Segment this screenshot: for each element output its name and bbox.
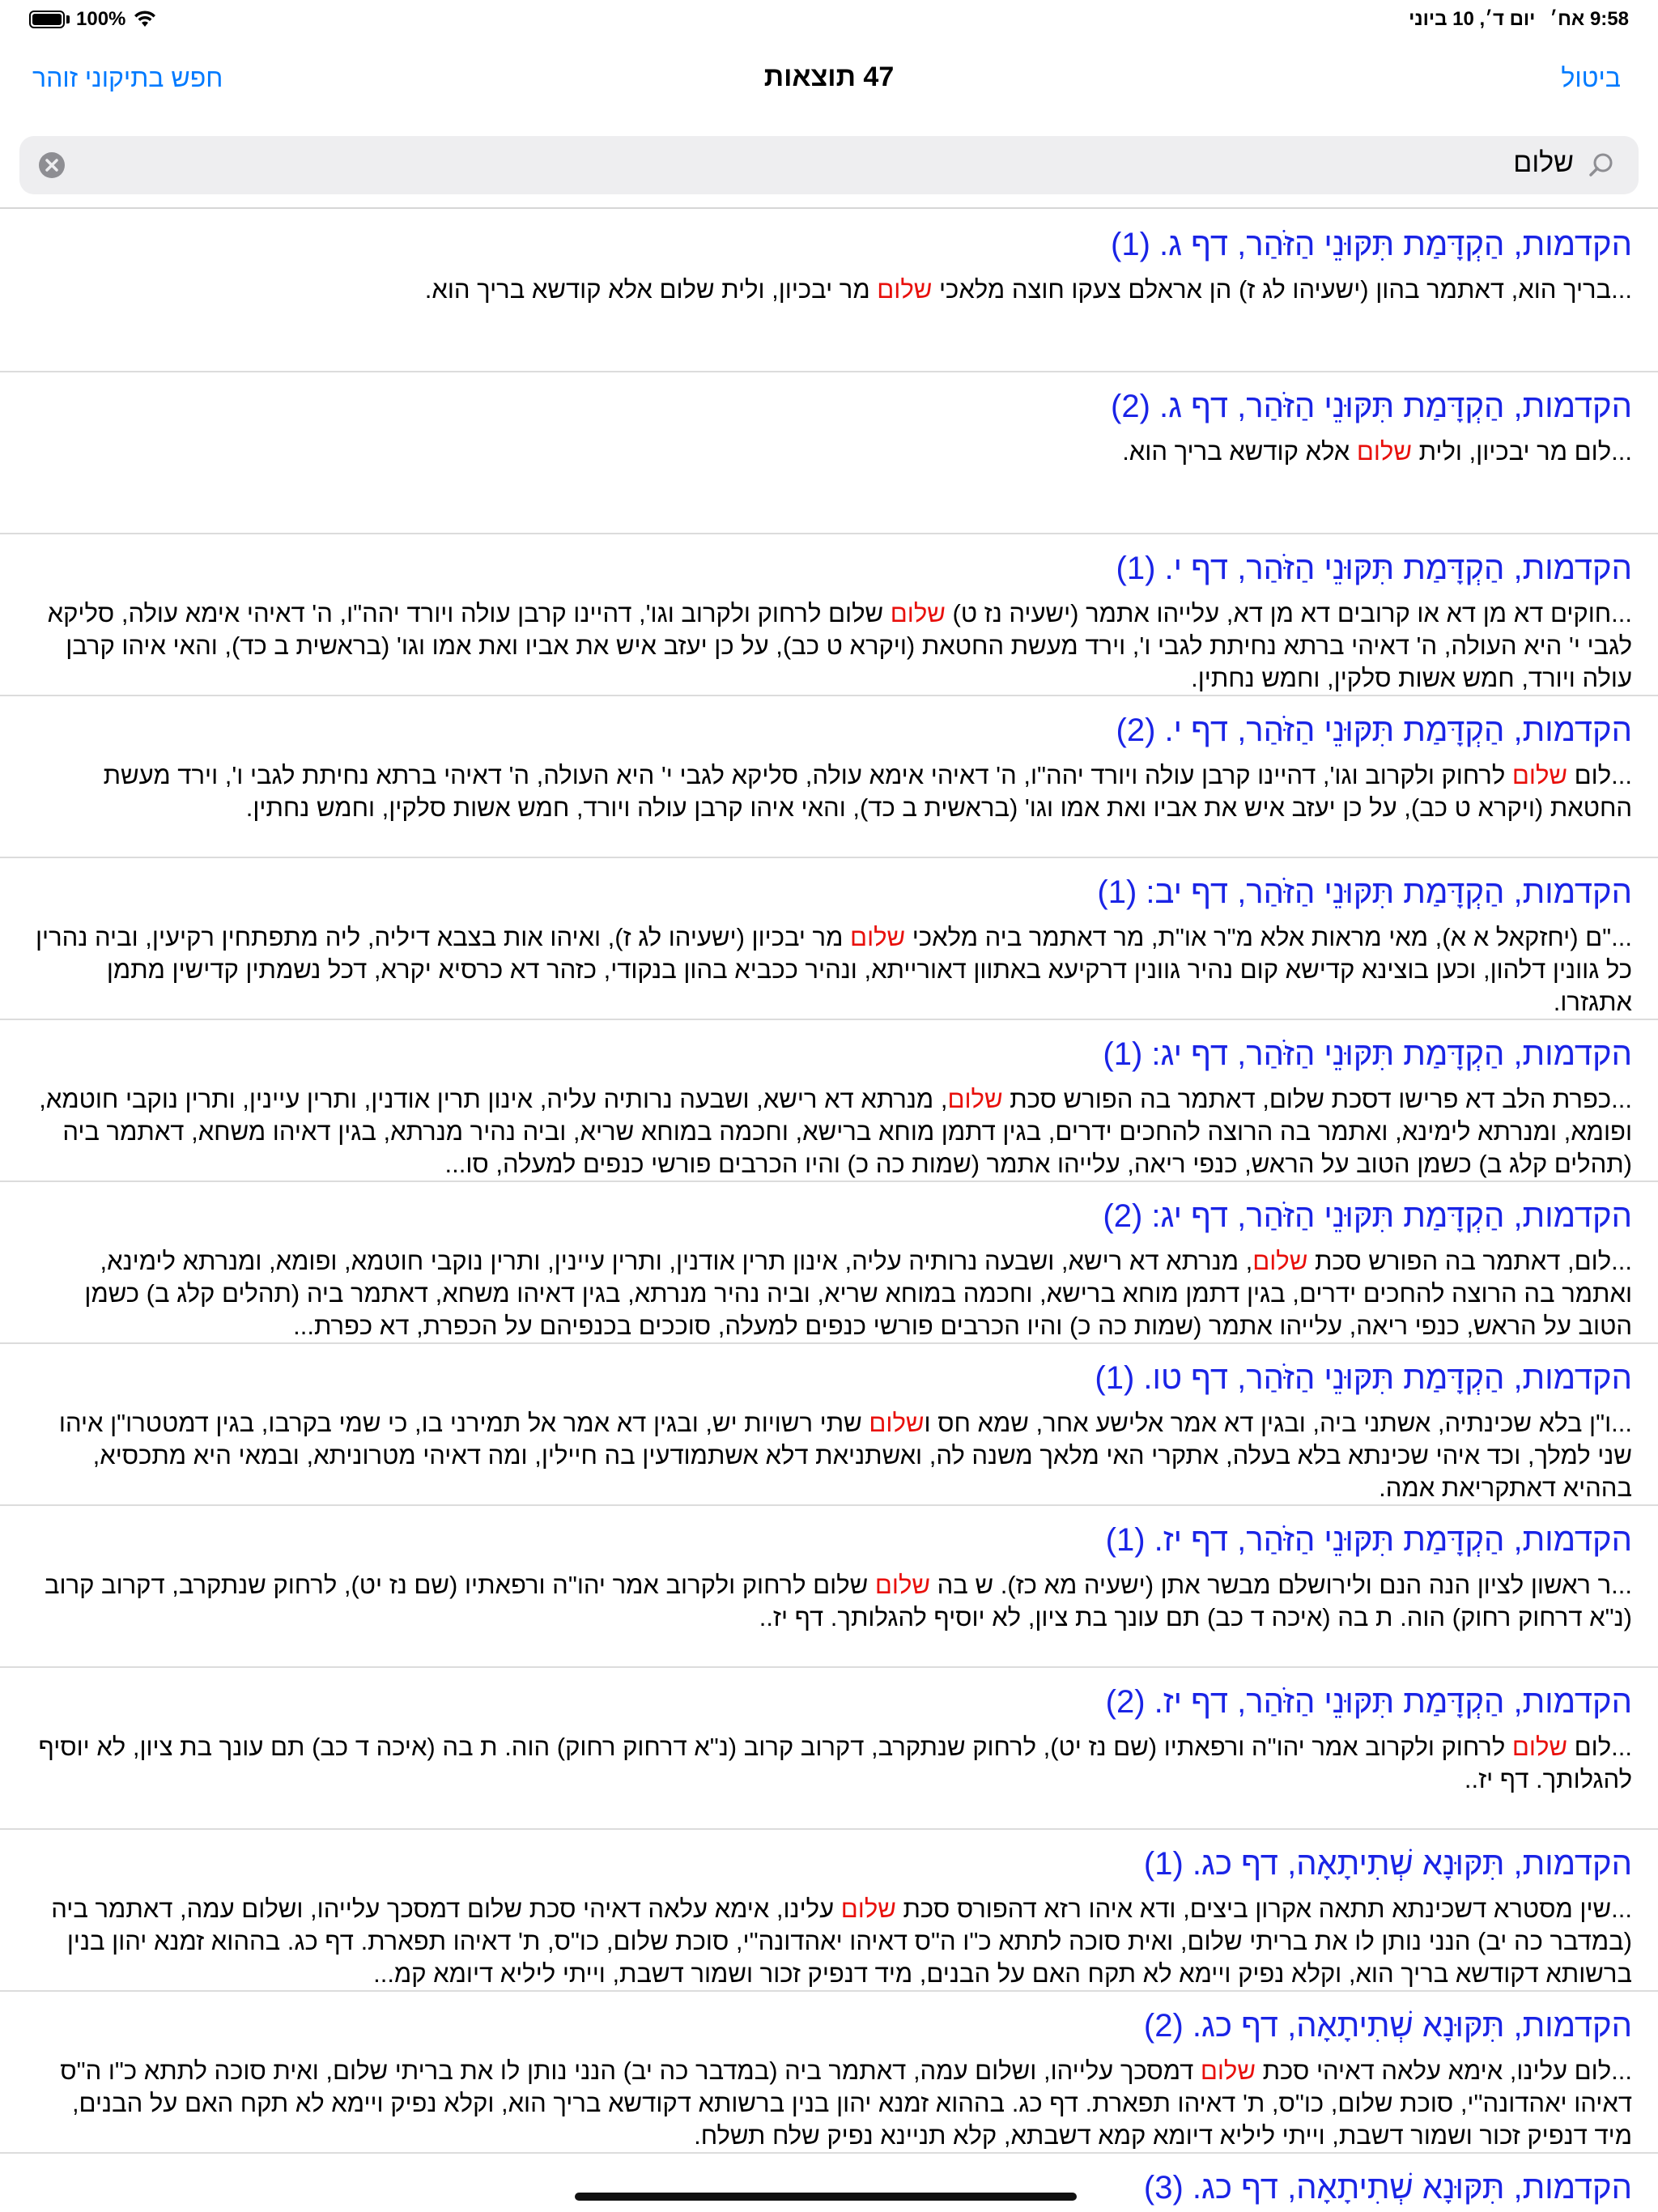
match-highlight: שלום xyxy=(840,1895,896,1923)
result-item[interactable] xyxy=(0,209,1658,372)
result-title: הקדמות, הַקְדָּמַת תִּקּוּנֵי הַזֹּהַר, דף י. (2) xyxy=(1116,713,1632,748)
match-highlight: שלום xyxy=(874,1571,931,1599)
result-snippet: ...ו"ן בלא שכינתיה, אשתני ביה, ובגין דא אמר אלישע אחר, שמא חס ושלום שתי רשויות יש, ובגין דא אמר אל תמירני בו, כי שמי בקרבו, בגין דמטטרו"ן איהו שני למלך, וכד איהי שכינתא בלא בעלה, אתקרי האי מלאך משנה לה, ואשתניאת דלא אשתמודעין בה חיילין, ומה דאיהי מטרוניתא, ובמאי היא מתכסיא, בההיא דאתקריאת אמה. xyxy=(58,1409,1632,1502)
match-highlight: שלום xyxy=(850,923,906,951)
result-item[interactable] xyxy=(0,1990,1658,2154)
match-highlight: שלום xyxy=(1356,437,1412,466)
result-snippet: ...לום שלום לרחוק ולקרוב אמר יהו"ה ורפאתיו (שם נז יט), לרחוק שנתקרב, דקרוב קרוב (נ"א דרחוק רחוק) הוה. ת בה (איכה ד כב) תם עונך בת ציון, לא יוסיף להגלותך. דף יז.. xyxy=(38,1733,1632,1793)
result-title: הקדמות, תִּקּוּנָא שְׁתִיתָאָה, דף כג. (1) xyxy=(1143,1846,1632,1882)
search-icon xyxy=(1587,151,1616,180)
result-title: הקדמות, תִּקּוּנָא שְׁתִיתָאָה, דף כג. (3) xyxy=(1143,2170,1632,2206)
result-snippet: ...לום עלינו, אימא עלאה דאיהי סכת שלום דמסכך עלייהו, ושלום עמה, דאתמר ביה (במדבר כה יב) הנני נותן לו את בריתי שלום, ואית סוכה לתתא כ"ו ה"ס דאיהו יאהדונה"י, סוכת שלום, כו"ס, ת' דאיהו תפארת. דף כג. בההוא זמנא יהון בנין ברשותא דקודשא בריך הוא, וקלא נפיק ויימא לא תקח האם על הבנים, מיד דנפיק זכור ושמור דשבת, וייתי ליליא דיומא קמא דשבתא, קלא תניינא נפיק שלח תשלח. xyxy=(60,2057,1632,2150)
battery-tip xyxy=(66,15,70,23)
result-title: הקדמות, הַקְדָּמַת תִּקּוּנֵי הַזֹּהַר, דף י. (1) xyxy=(1116,551,1632,586)
cancel-button[interactable]: ביטול xyxy=(1561,63,1621,92)
battery-icon xyxy=(29,11,65,28)
result-snippet: ..."ם (יחזקאל א א), מאי מראות אלא מ"ר או"ת, מר דאתמר ביה מלאכי שלום מר יבכיון (ישעיהו לג ז), ואיהו אות בצבא דיליה, ליה מתפתחין רקיעין, וביה נהרין כל גוונין דלהון, וכען בוצינא קדישא קום נהיר גוונין דרקיעא באתוון דאורייתא, ונהיר ככביא בהון בנקודי, כזהר דא כרסיא יקרא, דכל נשמתין קדישין מתמן אתגזרו. xyxy=(36,923,1632,1016)
results-count-title: 47 תוצאות xyxy=(763,62,895,92)
result-title: הקדמות, הַקְדָּמַת תִּקּוּנֵי הַזֹּהַר, דף טו. (1) xyxy=(1095,1360,1632,1396)
status-bar xyxy=(0,0,1658,42)
match-highlight: שלום xyxy=(947,1085,1003,1113)
search-field[interactable] xyxy=(19,136,1639,194)
match-highlight: שלום xyxy=(1511,1733,1568,1761)
result-item[interactable] xyxy=(0,1342,1658,1506)
result-snippet: ...חוקים דא מן דא או קרובים דא מן דא, עלייהו אתמר (ישעיה נז ט) שלום שלום לרחוק ולקרוב וגו', דהיינו קרבן עולה ויורד יהה"ו, ה' דאיהי אימא עולה, סליקא לגבי י' היא העולה, ה' דאיהי ברתא נחיתת לגבי ו', וירד מעשת החטאת (ויקרא ט כב), על כן יעזב איש את אביו ואת אמו וגו' (בראשית ב כד), והאי איהו קרבן עולה ויורד, חמש אשות סלקין, וחמש נחתין. xyxy=(47,599,1632,692)
clear-search-icon[interactable] xyxy=(37,151,66,180)
result-snippet: ...שין מסטרא דשכינתא תתאה אקרון ביצים, ודא איהו רזא דהפורס סכת שלום עלינו, אימא עלאה דאיהי סכת שלום דמסכך עלייהו, ושלום עמה, דאתמר ביה (במדבר כה יב) הנני נותן לו את בריתי שלום, ואית סוכה לתתא כ"ו ה"ס דאיהו יאהדונה"י, סוכת שלום, כו"ס, ת' דאיהו תפארת. דף כג. בההוא זמנא יהון בנין ברשותא דקודשא בריך הוא, וקלא נפיק ויימא לא תקח האם על הבנים, מיד דנפיק זכור ושמור דשבת, וייתי ליליא דיומא קמ... xyxy=(51,1895,1632,1988)
navigation-bar xyxy=(0,42,1658,120)
result-snippet: ...לום מר יבכיון, ולית שלום אלא קודשא בריך הוא. xyxy=(1122,437,1632,466)
result-snippet: ...לום שלום לרחוק ולקרוב וגו', דהיינו קרבן עולה ויורד יהה"ו, ה' דאיהי אימא עולה, סליקא לגבי י' היא העולה, ה' דאיהי ברתא נחיתת לגבי ו', וירד מעשת החטאת (ויקרא ט כב), על כן יעזב איש את אביו ואת אמו וגו' (בראשית ב כד), והאי איהו קרבן עולה ויורד, חמש אשות סלקין, וחמש נחתין. xyxy=(103,761,1632,822)
result-title: הקדמות, הַקְדָּמַת תִּקּוּנֵי הַזֹּהַר, דף ג. (1) xyxy=(1111,227,1632,262)
result-snippet: ...בריך הוא, דאתמר בהון (ישעיהו לג ז) הן אראלם צעקו חוצה מלאכי שלום מר יבכיון, ולית שלום אלא קודשא בריך הוא. xyxy=(424,275,1632,304)
match-highlight: שלום xyxy=(890,599,946,627)
result-item[interactable] xyxy=(0,2152,1658,2212)
result-item[interactable] xyxy=(0,1019,1658,1182)
status-left xyxy=(29,8,156,31)
result-snippet: ...לום, דאתמר בה הפורש סכת שלום, מנרתא דא רישא, ושבעה נרותיה עליה, אינון תרין אודנין, ותרין עיינין, ותרין נוקבי חוטמא, ופומא, ומנרתא לימינא, ואתמר בה הרוצה להחכים ידרים, בגין דתמן מוחא ברישא, וחכמה במוחא שריא, וביה נהיר מנרתא, בגין דאיהו משחא, דאתמר ביה (תהלים קלג ב) כשמן הטוב על הראש, כנפי ריאה, עלייהו אתמר (שמות כה כ) והיו הכרבים פורשי כנפים למעלה, סוככים בכנפיהם על הכפרת, דא כפרת... xyxy=(84,1247,1632,1340)
match-highlight: שלום xyxy=(1200,2057,1256,2085)
result-snippet: ...ר ראשון לציון הנה הנם ולירושלם מבשר אתן (ישעיה מא כז). ש בה שלום שלום לרחוק ולקרוב אמר יהו"ה ורפאתיו (שם נז יט), לרחוק שנתקרב, דקרוב קרוב (נ"א דרחוק רחוק) הוה. ת בה (איכה ד כב) תם עונך בת ציון, לא יוסיף להגלותך. דף יז.. xyxy=(44,1571,1632,1631)
result-title: הקדמות, הַקְדָּמַת תִּקּוּנֵי הַזֹּהַר, דף ג. (2) xyxy=(1111,389,1632,424)
home-indicator[interactable] xyxy=(575,2193,1077,2201)
result-title: הקדמות, הַקְדָּמַת תִּקּוּנֵי הַזֹּהַר, דף יז. (2) xyxy=(1105,1684,1632,1720)
result-snippet: ...כפרת הלב דא פרישו דסכת שלום, דאתמר בה הפורש סכת שלום, מנרתא דא רישא, ושבעה נרותיה עליה, אינון תרין אודנין, ותרין עיינין, ותרין נוקבי חוטמא, ופומא, ומנרתא לימינא, ואתמר בה הרוצה להחכים ידרים, בגין דתמן מוחא ברישא, וחכמה במוחא שריא, וביה נהיר מנרתא, בגין דאיהו משחא, דאתמר ביה (תהלים קלג ב) כשמן הטוב על הראש, כנפי ריאה, עלייהו אתמר (שמות כה כ) והיו הכרבים פורשי כנפים למעלה, סו... xyxy=(39,1085,1632,1178)
result-item[interactable] xyxy=(0,1504,1658,1668)
match-highlight: שלום xyxy=(869,1409,925,1437)
result-title: הקדמות, הַקְדָּמַת תִּקּוּנֵי הַזֹּהַר, דף יז. (1) xyxy=(1105,1522,1632,1558)
search-zohar-tikkunim-button[interactable]: חפש בתיקוני זוהר xyxy=(32,63,223,92)
result-title: הקדמות, הַקְדָּמַת תִּקּוּנֵי הַזֹּהַר, דף יב: (1) xyxy=(1097,874,1632,910)
result-title: הקדמות, הַקְדָּמַת תִּקּוּנֵי הַזֹּהַר, דף יג: (1) xyxy=(1103,1036,1632,1072)
status-right xyxy=(1409,8,1629,31)
result-title: הקדמות, הַקְדָּמַת תִּקּוּנֵי הַזֹּהַר, דף יג: (2) xyxy=(1103,1198,1632,1234)
result-title: הקדמות, תִּקּוּנָא שְׁתִיתָאָה, דף כג. (2) xyxy=(1143,2008,1632,2044)
result-item[interactable] xyxy=(0,1180,1658,1344)
match-highlight: שלום xyxy=(1511,761,1568,789)
result-item[interactable] xyxy=(0,1666,1658,1830)
result-item[interactable] xyxy=(0,695,1658,858)
result-item[interactable] xyxy=(0,371,1658,534)
result-item[interactable] xyxy=(0,1828,1658,1992)
status-date: יום ד׳, 10 ביוני xyxy=(1409,8,1536,30)
status-time: 9:58 אח׳ xyxy=(1550,8,1629,30)
match-highlight: שלום xyxy=(1252,1247,1308,1275)
wifi-icon xyxy=(134,11,156,28)
match-highlight: שלום xyxy=(877,275,933,304)
battery-percent: 100% xyxy=(76,8,126,30)
result-item[interactable] xyxy=(0,533,1658,696)
search-query[interactable]: שלום xyxy=(1513,147,1574,178)
result-item[interactable] xyxy=(0,857,1658,1020)
